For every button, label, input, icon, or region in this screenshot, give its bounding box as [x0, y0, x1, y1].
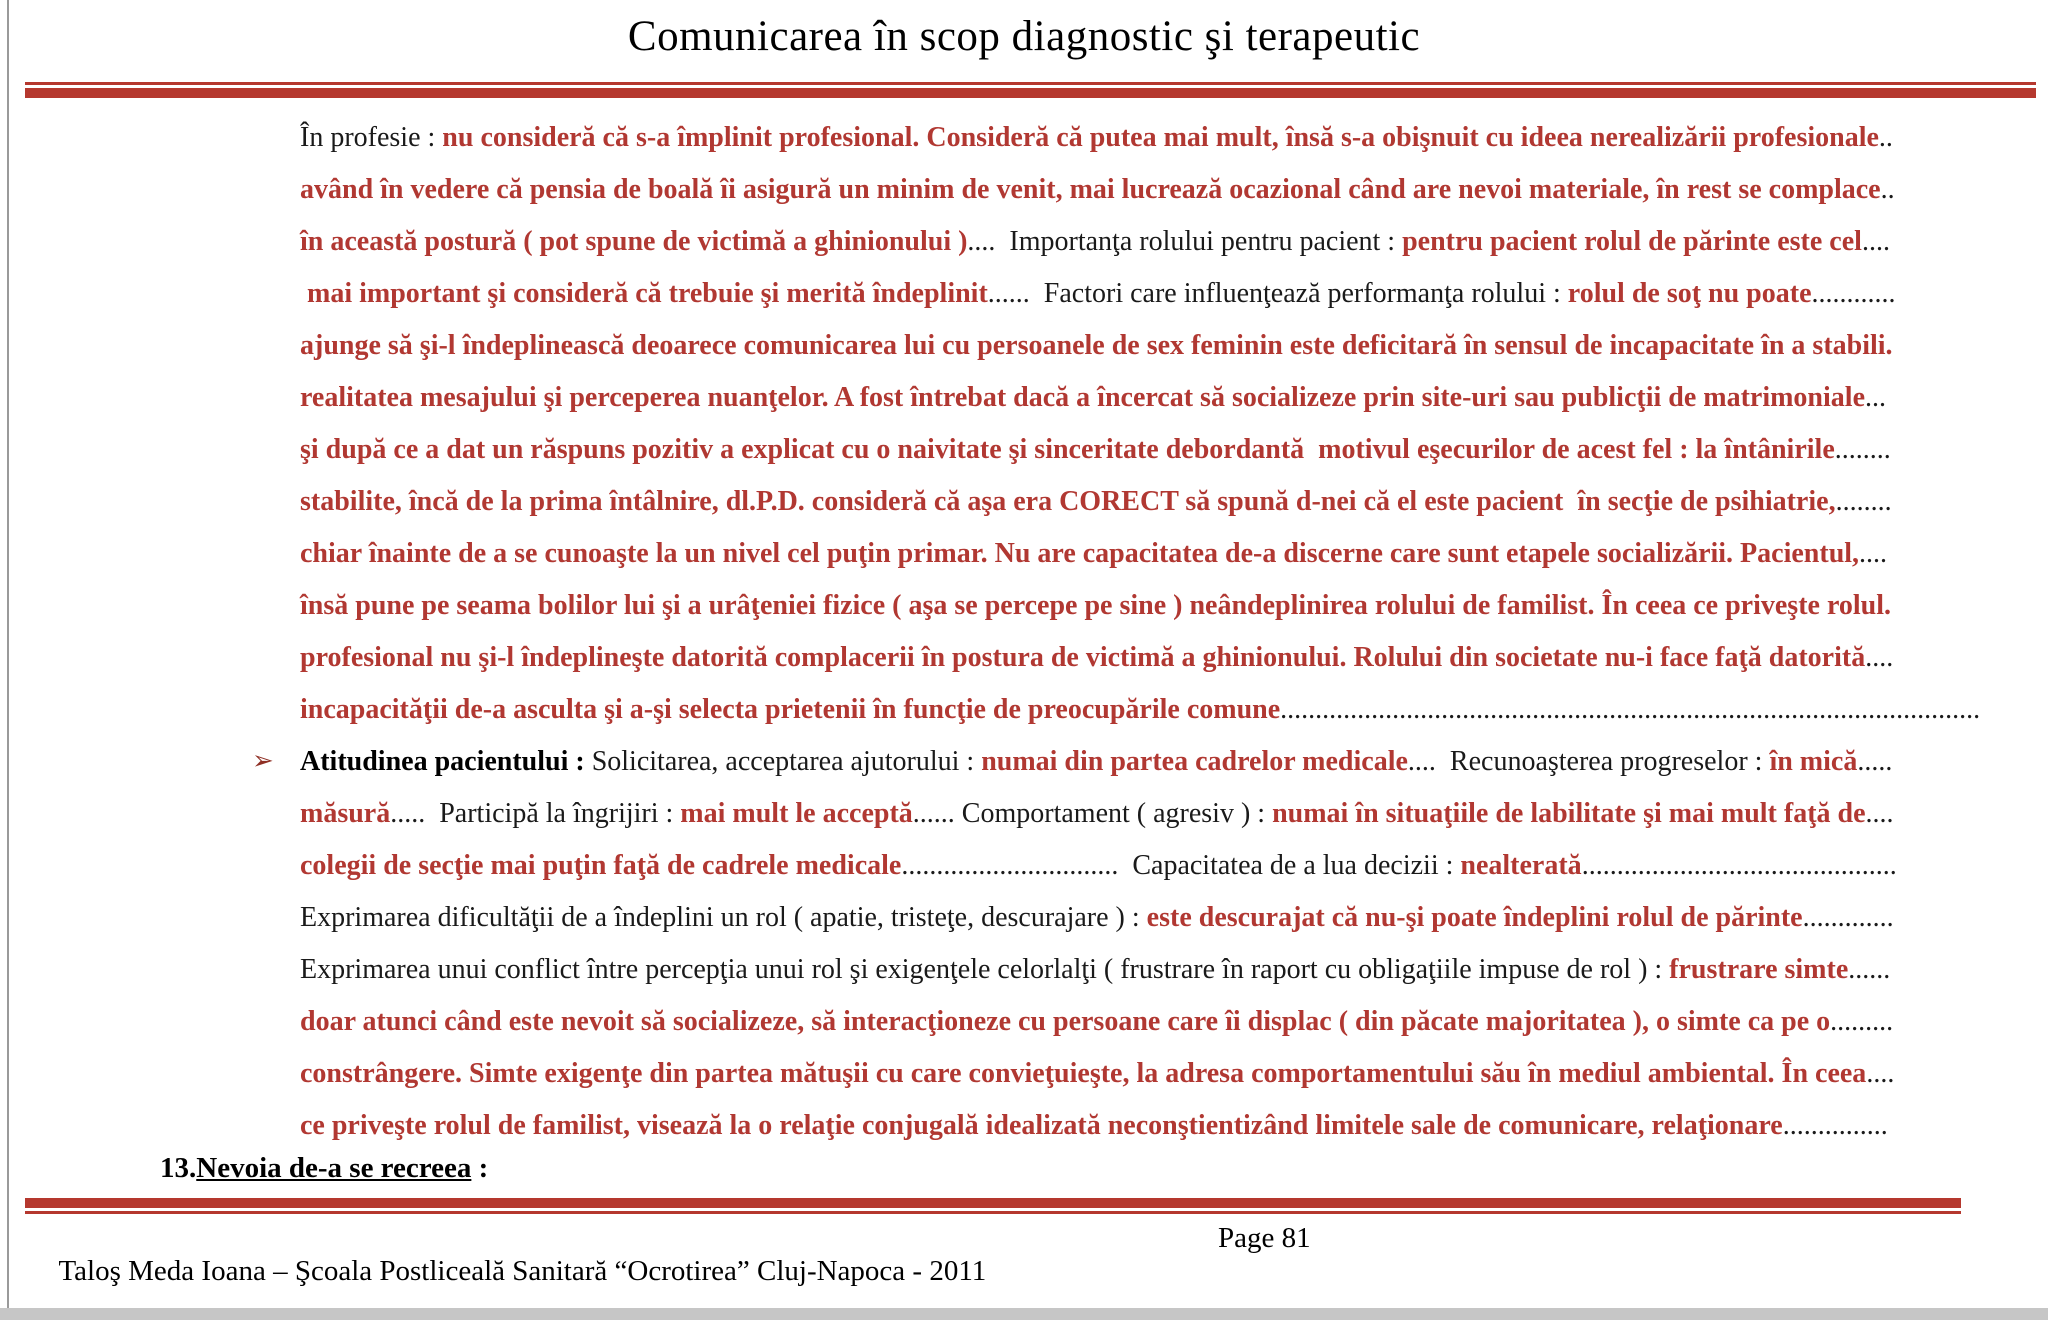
text-segment: ....	[1861, 226, 1890, 257]
text-segment: ..	[1878, 122, 1893, 153]
text-line	[300, 1100, 1897, 1152]
text-segment: nu consideră că s-a împlinit profesional. Consideră că putea mai mult, însă s-a obişnuit cu ideea nerealizării profesionale	[442, 122, 1879, 153]
page-left-edge	[7, 0, 9, 1308]
page-title: Comunicarea în scop diagnostic şi terapeutic	[627, 13, 1421, 60]
text-segment: .............	[1802, 902, 1894, 933]
text-segment: stabilite, încă de la prima întâlnire, dl.P.D. consideră că aşa era CORECT să spună d-nei că el este pacient în secţie de psihiatrie,	[300, 486, 1836, 517]
body-paragraph-profession	[300, 112, 1980, 736]
body-paragraph-attitude	[252, 736, 1897, 1152]
footer-rule-thin-line	[25, 1211, 1961, 1214]
text-segment: .... Importanţa rolului pentru pacient :	[967, 226, 1403, 257]
text-segment: în mică	[1769, 746, 1858, 777]
text-segment: ............................... Capacitatea de a lua decizii :	[901, 850, 1461, 881]
text-segment: Nevoia de-a se recreea	[196, 1152, 472, 1184]
text-segment: ..	[1880, 174, 1895, 205]
page-footer	[30, 1222, 2020, 1320]
footer-rule-thick-line	[25, 1198, 1961, 1208]
text-line	[300, 1048, 1897, 1100]
text-line	[300, 164, 1980, 216]
text-segment: ...... Comportament ( agresiv ) :	[912, 798, 1273, 829]
text-segment: ........	[1835, 486, 1892, 517]
text-segment: ...............	[1782, 1110, 1888, 1141]
text-line	[300, 736, 1897, 788]
text-line	[300, 372, 1980, 424]
text-line	[300, 944, 1897, 996]
text-segment: ce priveşte rolul de familist, visează la o relaţie conjugală idealizată neconştientizând limitele sale de comunicare, relaţionare	[300, 1110, 1783, 1141]
text-segment: ...... Factori care influenţează performanţa rolului :	[987, 278, 1568, 309]
text-segment: profesional nu şi-l îndeplineşte datorită complacerii în postura de victimă a ghinionului. Rolului din societate nu-i face faţă datorită	[300, 642, 1866, 673]
text-segment: frustrare simte	[1669, 954, 1849, 985]
text-segment: în această postură ( pot spune de victimă a ghinionului )	[300, 226, 968, 257]
footer-double-rule	[25, 1198, 1961, 1214]
text-line	[300, 424, 1980, 476]
text-segment: Exprimarea unui conflict între percepţia unui rol şi exigenţele celorlalţi ( frustrare în raport cu obligaţiile impuse de rol ) :	[300, 954, 1670, 985]
text-segment: ........	[1834, 434, 1891, 465]
text-segment: mai important şi consideră că trebuie şi merită îndeplinit	[300, 278, 988, 309]
text-segment: ............	[1811, 278, 1896, 309]
text-line	[300, 216, 1980, 268]
footer-author: Taloş Meda Ioana – Şcoala Postliceală Sanitară “Ocrotirea” Cluj-Napoca - 2011	[58, 1255, 987, 1287]
text-segment: .....	[1857, 746, 1893, 777]
text-segment: colegii de secţie mai puţin faţă de cadrele medicale	[300, 850, 902, 881]
text-segment: ajunge să şi-l îndeplinească deoarece comunicarea lui cu persoanele de sex feminin este deficitară în sensul de incapacitate în a stabili.	[300, 330, 1893, 361]
text-segment: este descurajat că nu-şi poate îndeplini rolul de părinte	[1146, 902, 1803, 933]
text-segment: .... Recunoaşterea progreselor :	[1407, 746, 1770, 777]
text-segment: măsură	[300, 798, 391, 829]
text-segment: Solicitarea, acceptarea ajutorului :	[591, 746, 982, 777]
body-paragraph-attitude-lines	[300, 736, 1897, 1152]
text-line	[300, 320, 1980, 372]
text-line	[300, 112, 1980, 164]
text-segment: ....................................................................................................	[1280, 694, 1981, 725]
text-line	[300, 996, 1897, 1048]
text-segment: Exprimarea dificultăţii de a îndeplini un rol ( apatie, tristeţe, descurajare ) :	[300, 902, 1147, 933]
text-segment: chiar înainte de a se cunoaşte la un nivel cel puţin primar. Nu are capacitatea de-a discerne care sunt etapele socializării. Pacientul,	[300, 538, 1860, 569]
text-segment: 13.	[160, 1152, 197, 1184]
text-segment: şi după ce a dat un răspuns pozitiv a explicat cu o naivitate şi sinceritate debordantă motivul eşecurilor de acest fel : la întânirile	[300, 434, 1835, 465]
text-segment: incapacităţii de-a asculta şi a-şi selecta prietenii în funcţie de preocupările comune	[300, 694, 1281, 725]
text-segment: ....	[1859, 538, 1888, 569]
text-segment: :	[471, 1152, 489, 1184]
text-segment: nealterată	[1460, 850, 1582, 881]
text-segment: doar atunci când este nevoit să socializeze, să interacţioneze cu persoane care îi displac ( din păcate majoritatea ), o simte ca pe o	[300, 1006, 1831, 1037]
text-segment: constrângere. Simte exigenţe din partea mătuşii cu care convieţuieşte, la adresa comportamentului său în mediul ambiental. În ceea	[300, 1058, 1867, 1089]
header-double-rule	[25, 82, 2036, 98]
text-segment: În profesie :	[300, 122, 443, 153]
text-line	[300, 476, 1980, 528]
text-line	[300, 268, 1980, 320]
text-segment: .........	[1830, 1006, 1894, 1037]
text-segment: numai în situaţiile de labilitate şi mai mult faţă de	[1272, 798, 1866, 829]
text-segment: rolul de soţ nu poate	[1567, 278, 1812, 309]
text-segment: însă pune pe seama bolilor lui şi a urâţeniei fizice ( aşa se percepe pe sine ) neândeplinirea rolului de familist. În ceea ce priveşte rolul.	[300, 590, 1892, 621]
text-segment: ....	[1865, 642, 1894, 673]
section-heading-nevoia-recreea	[160, 1152, 488, 1185]
text-line	[300, 788, 1897, 840]
text-line	[300, 580, 1980, 632]
text-segment: ....	[1865, 798, 1894, 829]
text-segment: Atitudinea pacientului :	[300, 746, 592, 777]
text-segment: numai din partea cadrelor medicale	[981, 746, 1408, 777]
text-segment: ..... Participă la îngrijiri :	[390, 798, 681, 829]
text-segment: .............................................	[1581, 850, 1897, 881]
text-line	[300, 528, 1980, 580]
header-rule-thick-line	[25, 88, 2036, 98]
text-segment: ...	[1865, 382, 1886, 413]
bullet-arrow-icon: ➢	[252, 746, 274, 776]
text-line	[300, 892, 1897, 944]
text-segment: având în vedere că pensia de boală îi asigură un minim de venit, mai lucrează ocazional când are nevoi materiale, în rest se complace	[300, 174, 1881, 205]
text-segment: mai mult le acceptă	[680, 798, 913, 829]
text-segment: ....	[1866, 1058, 1895, 1089]
footer-page-number: Page 81	[1218, 1222, 1311, 1254]
text-segment: ......	[1848, 954, 1891, 985]
text-segment: realitatea mesajului şi perceperea nuanţelor. A fost întrebat dacă a încercat să socializeze prin site-uri sau publicţii de matrimoniale	[300, 382, 1865, 413]
text-segment: pentru pacient rolul de părinte este cel	[1402, 226, 1862, 257]
text-line	[300, 684, 1980, 736]
text-line	[300, 840, 1897, 892]
text-line	[300, 632, 1980, 684]
